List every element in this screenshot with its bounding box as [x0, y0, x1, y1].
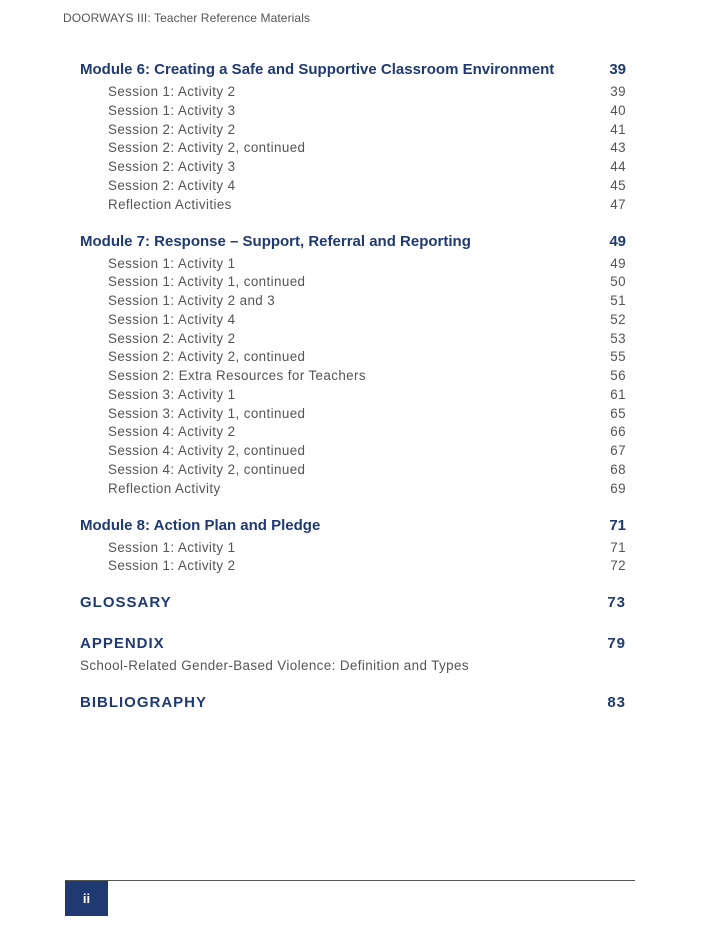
- glossary-page-number: 73: [607, 594, 626, 612]
- module-page-number: 39: [609, 61, 626, 78]
- toc-entry-label: Session 1: Activity 2: [108, 558, 236, 574]
- toc-entry-label: Session 1: Activity 3: [108, 102, 236, 118]
- toc-module-8: [80, 517, 626, 577]
- toc-entry-page: 65: [610, 405, 626, 421]
- toc-entry[interactable]: [80, 121, 626, 140]
- toc-entry-page: 44: [610, 159, 626, 174]
- toc-entry-page: 55: [610, 349, 626, 365]
- toc-entry-page: 67: [610, 443, 626, 459]
- toc-entry[interactable]: [80, 292, 626, 311]
- toc-entry-label: Session 2: Activity 4: [108, 177, 236, 193]
- module-title: Module 6: Creating a Safe and Supportive Classroom Environment: [80, 61, 555, 78]
- toc-entry-page: 51: [610, 293, 626, 309]
- toc-entry-label: Session 2: Extra Resources for Teachers: [108, 368, 366, 384]
- glossary-heading[interactable]: [80, 594, 626, 616]
- toc-entry[interactable]: [80, 311, 626, 330]
- toc-entry-label: Session 1: Activity 2: [108, 84, 236, 99]
- toc-entry[interactable]: [80, 423, 626, 442]
- toc-entry-label: Session 1: Activity 1: [108, 539, 236, 555]
- toc-entry-page: 61: [610, 386, 626, 402]
- toc-entry-page: 50: [610, 274, 626, 290]
- toc-entry-page: 41: [610, 121, 626, 137]
- module-title: Module 7: Response – Support, Referral and Reporting: [80, 232, 471, 250]
- module-heading[interactable]: [80, 61, 626, 83]
- appendix-subtitle: School-Related Gender-Based Violence: Definition and Types: [80, 657, 469, 673]
- bibliography-title: BIBLIOGRAPHY: [80, 693, 208, 711]
- toc-entry-page: 45: [610, 177, 626, 193]
- toc-entry[interactable]: [80, 539, 626, 558]
- running-header: DOORWAYS III: Teacher Reference Materials: [63, 11, 311, 25]
- toc-entry-label: Session 1: Activity 2 and 3: [108, 293, 276, 309]
- toc-entry-page: 49: [610, 255, 626, 271]
- toc-entry-label: Session 3: Activity 1, continued: [108, 405, 306, 421]
- toc-entry[interactable]: [80, 255, 626, 274]
- module-page-number: 71: [609, 516, 626, 534]
- toc-entry-label: Session 2: Activity 2, continued: [108, 349, 306, 365]
- toc-entry[interactable]: [80, 139, 626, 158]
- toc-entry-page: 47: [610, 196, 626, 212]
- toc-entry-label: Reflection Activities: [108, 196, 232, 212]
- toc-entry[interactable]: [80, 177, 626, 196]
- toc-entry[interactable]: [80, 557, 626, 576]
- toc-entry-label: Reflection Activity: [108, 480, 221, 496]
- toc-entry[interactable]: [80, 405, 626, 424]
- module-title: Module 8: Action Plan and Pledge: [80, 516, 321, 534]
- toc-entry-page: 71: [610, 539, 626, 555]
- appendix-title: APPENDIX: [80, 634, 165, 652]
- toc-entry-label: Session 1: Activity 1, continued: [108, 274, 306, 290]
- toc-entry-label: Session 2: Activity 2: [108, 330, 236, 346]
- toc-entry-page: 43: [610, 140, 626, 156]
- toc-entry[interactable]: [80, 386, 626, 405]
- toc-entry-page: 39: [610, 84, 626, 99]
- toc-module-7: [80, 233, 626, 499]
- toc-entry[interactable]: [80, 461, 626, 480]
- toc-entry[interactable]: [80, 102, 626, 121]
- glossary-title: GLOSSARY: [80, 594, 172, 612]
- toc-glossary: [80, 594, 626, 616]
- module-page-number: 49: [609, 232, 626, 250]
- toc-entry-page: 52: [610, 311, 626, 327]
- module-heading[interactable]: [80, 517, 626, 539]
- toc-entry[interactable]: [80, 83, 626, 102]
- module-heading[interactable]: [80, 233, 626, 255]
- toc-entry-label: Session 2: Activity 2: [108, 121, 236, 137]
- toc-entry-page: 68: [610, 461, 626, 477]
- toc-bibliography: [80, 694, 626, 716]
- toc-entry[interactable]: [80, 330, 626, 349]
- toc-entry-label: Session 3: Activity 1: [108, 386, 236, 402]
- toc-entry-label: Session 4: Activity 2, continued: [108, 461, 306, 477]
- toc-entry-label: Session 4: Activity 2: [108, 424, 236, 440]
- bibliography-heading[interactable]: [80, 694, 626, 716]
- toc-entry-page: 53: [610, 330, 626, 346]
- toc-entry-page: 56: [610, 368, 626, 384]
- toc-entry-label: Session 1: Activity 4: [108, 311, 236, 327]
- table-of-contents: [80, 61, 626, 734]
- toc-entry-page: 69: [610, 480, 626, 496]
- toc-entry[interactable]: [80, 348, 626, 367]
- toc-entry[interactable]: [80, 158, 626, 177]
- toc-entry-label: Session 1: Activity 1: [108, 255, 236, 271]
- toc-module-6: [80, 61, 626, 214]
- toc-entry-page: 72: [610, 558, 626, 574]
- page-number-badge: ii: [65, 881, 108, 916]
- appendix-page-number: 79: [607, 634, 626, 652]
- toc-entry[interactable]: [80, 442, 626, 461]
- toc-entry-label: Session 2: Activity 2, continued: [108, 140, 306, 156]
- toc-entry-label: Session 4: Activity 2, continued: [108, 443, 306, 459]
- toc-entry-page: 40: [610, 102, 626, 118]
- toc-entry-label: Session 2: Activity 3: [108, 159, 236, 174]
- appendix-heading[interactable]: [80, 635, 626, 657]
- toc-entry[interactable]: [80, 273, 626, 292]
- footer-divider: [65, 880, 635, 881]
- toc-appendix: [80, 635, 626, 676]
- toc-entry[interactable]: [80, 480, 626, 499]
- toc-entry[interactable]: [80, 367, 626, 386]
- bibliography-page-number: 83: [607, 693, 626, 711]
- toc-entry-page: 66: [610, 424, 626, 440]
- appendix-subtitle-row: [80, 657, 626, 676]
- toc-entry[interactable]: [80, 196, 626, 215]
